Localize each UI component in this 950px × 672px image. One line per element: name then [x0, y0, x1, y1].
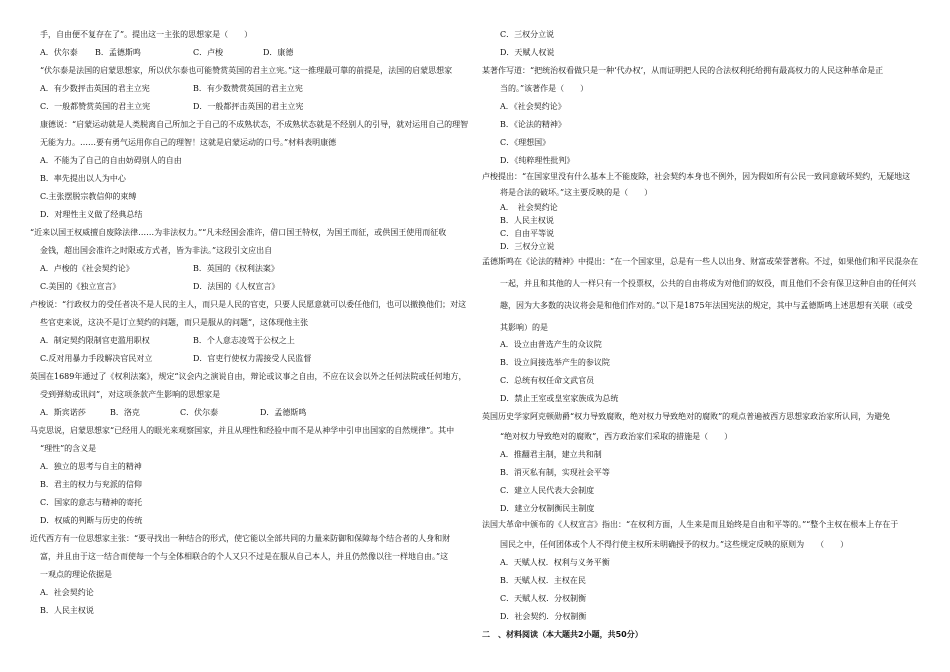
- text-line: 孟德斯鸣在《论法的精神》中提出：“在一个国家里，总是有一些人以出身、财富或荣誉著称。不过，如果他们和平民混杂在: [482, 257, 919, 266]
- text-line: “绝对权力导致绝对的腐败”，西方政治家们采取的措施是（ ）: [500, 432, 733, 441]
- text-line: C．建立人民代表大会制度: [500, 486, 595, 495]
- text-line: B．设立间接选举产生的参议院: [500, 358, 610, 367]
- text-line: D．天赋人权说: [500, 48, 555, 57]
- text-line: A．推翻君主制，建立共和制: [500, 450, 602, 459]
- text-line: 法国大革命中颁布的《人权宣言》指出：“在权利方面，人生来是而且始终是自由和平等的。”“整个主权在根本上存在于: [482, 520, 899, 529]
- text-line: A．卢梭的《社会契约论》: [40, 264, 134, 273]
- text-line: 英国在1689年通过了《权利法案》，规定“议会内之演说自由，辩论或议事之自由，不应在议会以外之任何法院或任何地方，: [30, 372, 467, 381]
- text-line: D．孟德斯鸣: [260, 408, 307, 417]
- text-line: 国民之中，任何团体或个人不得行使主权所未明确授予的权力。”这些规定反映的原则为 （ ）: [500, 540, 849, 549]
- text-line: D．禁止王室或皇室家族成为总统: [500, 394, 619, 403]
- text-line: C.主张摆脱宗教信仰的束缚: [40, 192, 137, 201]
- text-line: 卢梭提出：“在国家里没有什么基本上不能废除，社会契约本身也不例外，因为假如所有公民一致同意破坏契约，无疑地这: [482, 172, 911, 181]
- text-line: 无能为力。……要有勇气运用你自己的理智！这就是启蒙运动的口号。”材料表明康德: [40, 138, 337, 147]
- text-line: A．社会契约论: [40, 588, 94, 597]
- text-line: D．康德: [263, 48, 294, 57]
- text-line: A．伏尔泰: [40, 48, 78, 57]
- text-line: C．天赋人权．分权制衡: [500, 594, 587, 603]
- text-line: B．英国的《权利法案》: [193, 264, 279, 273]
- text-line: 康德说：“启蒙运动就是人类脱离自己所加之于自己的不成熟状态，不成熟状态就是不经别人的引导，就对运用自己的理智: [40, 120, 469, 129]
- text-line: 一起，并且和其他的人一样只有一个投票权，公共的自由将成为对他们的奴役，而且他们不会有保卫这种自由的任何兴: [500, 279, 916, 288]
- text-line: 一观点的理论依据是: [40, 570, 112, 579]
- text-line: C．一般都赞赏英国的君主立宪: [40, 102, 151, 111]
- text-line: A．设立由普选产生的众议院: [500, 340, 602, 349]
- text-line: 将是合法的破坏。”这主要反映的是（ ）: [500, 188, 653, 197]
- text-line: A．《社会契约论》: [500, 102, 566, 111]
- text-line: A．有少数抨击英国的君主立宪: [40, 84, 150, 93]
- text-line: B．率先提出以人为中心: [40, 174, 126, 183]
- text-line: “理性”的含义是: [40, 444, 97, 453]
- text-line: 些官吏来说，这决不是订立契约的问题，而只是服从的问题”，这体现他主张: [40, 318, 309, 327]
- text-line: D．对理性主义做了经典总结: [40, 210, 143, 219]
- text-line: “伏尔泰是法国的启蒙思想家，所以伏尔泰也可能赞赏英国的君主立宪。”这一推理最可靠的前提是，法国的启蒙思想家: [40, 66, 453, 75]
- text-line: D．三权分立说: [500, 242, 555, 251]
- text-line: 马克思说，启蒙思想家“已经用人的眼光来观察国家，并且从理性和经验中而不是从神学中引申出国家的自然规律”。其中: [30, 426, 455, 435]
- text-line: 金钱，超出国会准许之时限或方式者，皆为非法。”这段引文应出自: [40, 246, 273, 255]
- text-line: 趣，因为大多数的决议将会是和他们作对的。”以下是1875年法国宪法的规定，其中与孟德斯鸣上述思想有关联（或受: [500, 301, 913, 310]
- text-line: 其影响）的是: [500, 323, 548, 332]
- text-line: A．天赋人权．权利与义务平衡: [500, 558, 610, 567]
- text-line: A．斯宾诺莎: [40, 408, 86, 417]
- text-line: B．孟德斯鸣: [95, 48, 141, 57]
- text-line: C．卢梭: [193, 48, 224, 57]
- text-line: B．《论法的精神》: [500, 120, 566, 129]
- text-line: C．总统有权任命文武官员: [500, 376, 595, 385]
- text-line: 当的。”该著作是（ ）: [500, 84, 589, 93]
- text-line: 手，自由便不复存在了”。提出这一主张的思想家是（ ）: [40, 30, 253, 39]
- text-line: D．法国的《人权宣言》: [193, 282, 280, 291]
- text-line: B．人民主权说: [40, 606, 94, 615]
- text-line: C.美国的《独立宣言》: [40, 282, 121, 291]
- text-line: 英国历史学家阿克顿勋爵“权力导致腐败，绝对权力导致绝对的腐败”的观点普遍被西方思想家政治家所认同，为避免: [482, 412, 891, 421]
- text-line: B．天赋人权．主权在民: [500, 576, 586, 585]
- text-line: 卢梭说：“行政权力的受任者决不是人民的主人，而只是人民的官吏，只要人民愿意就可以委任他们，也可以撤换他们；对这: [30, 300, 467, 309]
- text-line: “近来以国王权威擅自废除法律……为非法权力。”“凡未经国会准许，借口国王特权，为国王而征，或供国王使用而征收: [30, 228, 447, 237]
- text-line: C．《理想国》: [500, 138, 551, 147]
- section-heading: 二 、材料阅读（本大题共2小题，共50分）: [482, 630, 643, 639]
- text-line: A．制定契约限制官吏滥用职权: [40, 336, 150, 345]
- text-line: B．有少数赞赏英国的君主立宪: [193, 84, 303, 93]
- text-line: D．建立分权制衡民主制度: [500, 504, 595, 513]
- text-line: C．国家的意志与精神的寄托: [40, 498, 143, 507]
- text-line: D．《纯粹理性批判》: [500, 156, 575, 165]
- text-line: C.反对用暴力手段解决官民对立: [40, 354, 153, 363]
- text-line: D．社会契约．分权制衡: [500, 612, 587, 621]
- text-line: 某著作写道：“把统治权看做只是一种‘代办权’，从而证明把人民的合法权利托给拥有最高权力的人民这种革命是正: [482, 66, 884, 75]
- text-line: C．自由平等说: [500, 229, 555, 238]
- text-line: A．不能为了自己的自由妨碍别人的自由: [40, 156, 182, 165]
- text-line: 受到弹劾或讯问”，对这项条款产生影响的思想家是: [40, 390, 221, 399]
- text-line: D．权威的判断与历史的传统: [40, 516, 143, 525]
- text-line: A． 社会契约论: [500, 203, 558, 212]
- text-line: B．洛克: [110, 408, 140, 417]
- text-line: A．独立的思考与自主的精神: [40, 462, 142, 471]
- text-line: B．消灭私有制，实现社会平等: [500, 468, 610, 477]
- text-line: C．三权分立说: [500, 30, 555, 39]
- text-line: B．个人意志凌驾于公权之上: [193, 336, 295, 345]
- text-line: C．伏尔泰: [180, 408, 219, 417]
- text-line: 富，并且由于这一结合而使每一个与全体相联合的个人又只不过是在服从自己本人，并且仍然像以往一样地自由。”这: [40, 552, 449, 561]
- text-line: D．官吏行使权力需接受人民监督: [193, 354, 312, 363]
- text-line: 近代西方有一位思想家主张：“要寻找出一种结合的形式，使它能以全部共同的力量来防御和保障每个结合者的人身和财: [30, 534, 451, 543]
- text-line: D．一般都抨击英国的君主立宪: [193, 102, 304, 111]
- text-line: B．君主的权力与兖派的信仰: [40, 480, 142, 489]
- text-line: B．人民主权说: [500, 216, 554, 225]
